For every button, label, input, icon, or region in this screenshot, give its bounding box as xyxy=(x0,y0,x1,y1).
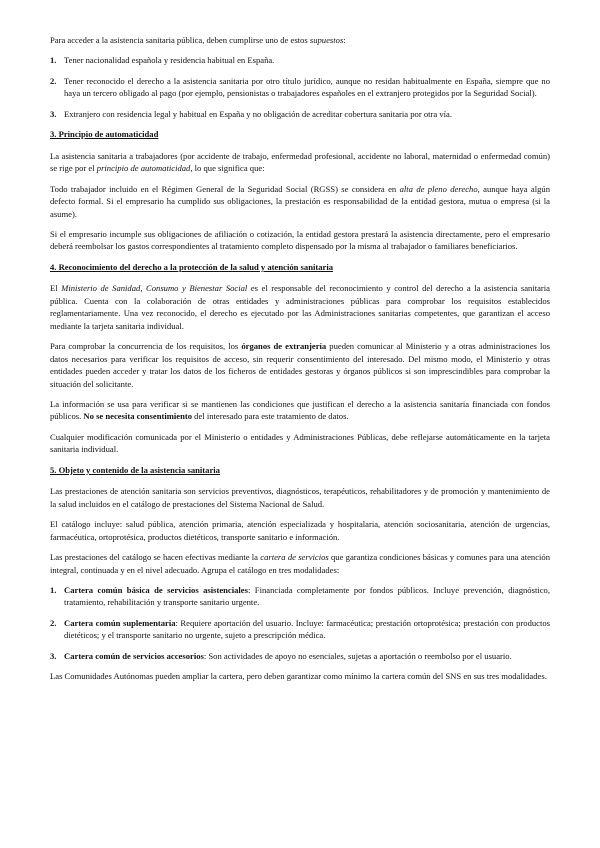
italic-run: cartera de servicios xyxy=(260,552,329,563)
text-run: , lo que significa que: xyxy=(190,163,265,174)
list-text xyxy=(64,650,550,662)
list-item xyxy=(50,584,550,609)
text-run: Las prestaciones del catálogo se hacen efectivas mediante la xyxy=(50,552,261,563)
text-run: , aunque haya algún defecto formal. Si el empresario ha cumplido sus obligaciones, la prestación es responsabilidad de la entidad gestora, mutua o empresa (si la asume). xyxy=(50,183,550,219)
list-number: 2. xyxy=(50,75,57,86)
section-5-paragraph-1: Las prestaciones de atención sanitaria son servicios preventivos, diagnósticos, terapéuticos, rehabilitadores y de promoción y mantenimiento de la salud incluidos en el catálogo de prestaciones del Sistema Nacional de Salud. xyxy=(50,486,550,509)
bold-run: No se necesita consentimiento xyxy=(83,411,193,422)
text-run: Todo trabajador incluido en el Régimen General de la Seguridad Social (RGSS) se considera en xyxy=(50,183,400,194)
section-5-paragraph-3 xyxy=(50,551,550,576)
list-number: 3. xyxy=(50,108,57,119)
section-4-paragraph-3 xyxy=(50,398,550,423)
modalidades-list xyxy=(50,584,550,662)
section-3-paragraph-2 xyxy=(50,183,550,220)
text-run: : Son actividades de apoyo no esenciales, sujetas a aportación o reembolso por el usuario. xyxy=(203,650,512,661)
section-5-heading: 5. Objeto y contenido de la asistencia sanitaria xyxy=(50,464,220,475)
section-3-heading: 3. Principio de automaticidad xyxy=(50,129,159,140)
section-5-paragraph-4: Las Comunidades Autónomas pueden ampliar la cartera, pero deben garantizar como mínimo la cartera común del SNS en sus tres modalidades. xyxy=(50,671,547,682)
list-number: 2. xyxy=(50,617,57,628)
list-item xyxy=(50,650,550,662)
list-item xyxy=(50,617,550,642)
text-run: La información se usa para verificar si se mantienen las condiciones que justifican el derecho a la asistencia sanitaria financiada con fondos públicos. xyxy=(50,398,550,422)
text-run: es el responsable del reconocimiento y control del derecho a la asistencia sanitaria pública. Cuenta con la colaboración de otras entidades y administraciones públicas para comprobar los requisitos establecidos reglamentariamente. Una vez reconocido, el derecho es ejecutado por las Administraciones sanitarias competentes, que garantizan el acceso mediante la tarjeta sanitaria individual. xyxy=(50,283,550,331)
section-4-heading: 4. Reconocimiento del derecho a la protección de la salud y atención sanitaria xyxy=(50,261,334,272)
list-text: Tener reconocido el derecho a la asistencia sanitaria por otro título jurídico, aunque no residan habitualmente en España, siempre que no haya un tercero obligado al pago (por ejemplo, pensionistas o trabajadores españoles en el extranjero protegidos por la Seguridad Social). xyxy=(64,75,550,99)
list-text xyxy=(64,617,550,642)
bold-run: órganos de extranjería xyxy=(241,341,327,352)
text-run: del interesado para este tratamiento de datos. xyxy=(192,411,349,422)
bold-run: Cartera común básica de servicios asistenciales xyxy=(64,584,248,595)
bold-run: Cartera común suplementaria xyxy=(64,617,176,628)
section-4-paragraph-2 xyxy=(50,340,550,390)
italic-run: alta de pleno derecho xyxy=(399,183,478,194)
list-number: 1. xyxy=(50,584,57,595)
text-run: Para comprobar la concurrencia de los requisitos, los xyxy=(50,341,242,352)
list-item xyxy=(50,75,550,100)
list-text xyxy=(64,584,550,609)
bold-run: Cartera común de servicios accesorios xyxy=(64,650,204,661)
intro-paragraph xyxy=(50,34,550,46)
intro-italic: supuestos xyxy=(309,35,344,45)
italic-run: Ministerio de Sanidad, Consumo y Bienestar Social xyxy=(61,283,248,294)
text-run: pueden comunicar al Ministerio y a otras administraciones los datos necesarios para verificar los requisitos de acceso, sin requerir consentimiento del interesado. Del mismo modo, el Ministerio y otras entidades pueden acceder y tratar los datos de los ficheros de entidades gestoras y órganos públicos si son imprescindibles para comprobar la situación del solicitante. xyxy=(50,341,550,389)
text-run: La asistencia sanitaria a trabajadores (por accidente de trabajo, enfermedad profesional, accidente no laboral, maternidad o enfermedad común) se rige por el xyxy=(50,150,550,174)
supuestos-list xyxy=(50,54,550,120)
text-run: : Financiada completamente por fondos públicos. Incluye prevención, diagnóstico, tratamiento, rehabilitación y transporte sanitario urgente. xyxy=(64,584,550,608)
italic-run: principio de automaticidad xyxy=(96,163,191,174)
text-run: El xyxy=(50,283,62,294)
section-3-paragraph-3: Si el empresario incumple sus obligaciones de afiliación o cotización, la entidad gestora prestará la asistencia directamente, pero el empresario deberá reembolsar los gastos correspondientes al tratamiento completo dispensado por la misma al trabajador o familiares beneficiarios. xyxy=(50,228,550,252)
list-number: 3. xyxy=(50,650,57,661)
text-run: que garantiza condiciones básicas y comunes para una atención integral, continuada y en el nivel adecuado. Agrupa el catálogo en tres modalidades: xyxy=(50,552,550,575)
list-text: Extranjero con residencia legal y habitual en España y no obligación de acreditar cobertura sanitaria por otra vía. xyxy=(64,108,452,119)
section-4-paragraph-1 xyxy=(50,282,550,332)
list-number: 1. xyxy=(50,55,57,66)
list-item xyxy=(50,108,550,120)
intro-end: : xyxy=(343,35,346,45)
text-run: : Requiere aportación del usuario. Incluye: farmacéutica; prestación ortoprotésica; prestación con productos dietéticos; y el transporte sanitario no urgente, sujeto a prescripción médica. xyxy=(64,617,551,641)
section-4-paragraph-4: Cualquier modificación comunicada por el Ministerio o entidades y Administraciones Públicas, debe reflejarse automáticamente en la tarjeta sanitaria individual. xyxy=(50,431,550,455)
section-3-paragraph-1 xyxy=(50,150,550,175)
section-5-paragraph-2: El catálogo incluye: salud pública, atención primaria, atención especializada y hospitalaria, atención sociosanitaria, atención de urgencias, farmacéutica, ortoprotésica, productos dietéticos, transporte sanitario e información. xyxy=(50,519,550,542)
list-item xyxy=(50,54,550,66)
list-text: Tener nacionalidad española y residencia habitual en España. xyxy=(64,55,275,66)
intro-text: Para acceder a la asistencia sanitaria pública, deben cumplirse uno de estos xyxy=(50,35,310,45)
